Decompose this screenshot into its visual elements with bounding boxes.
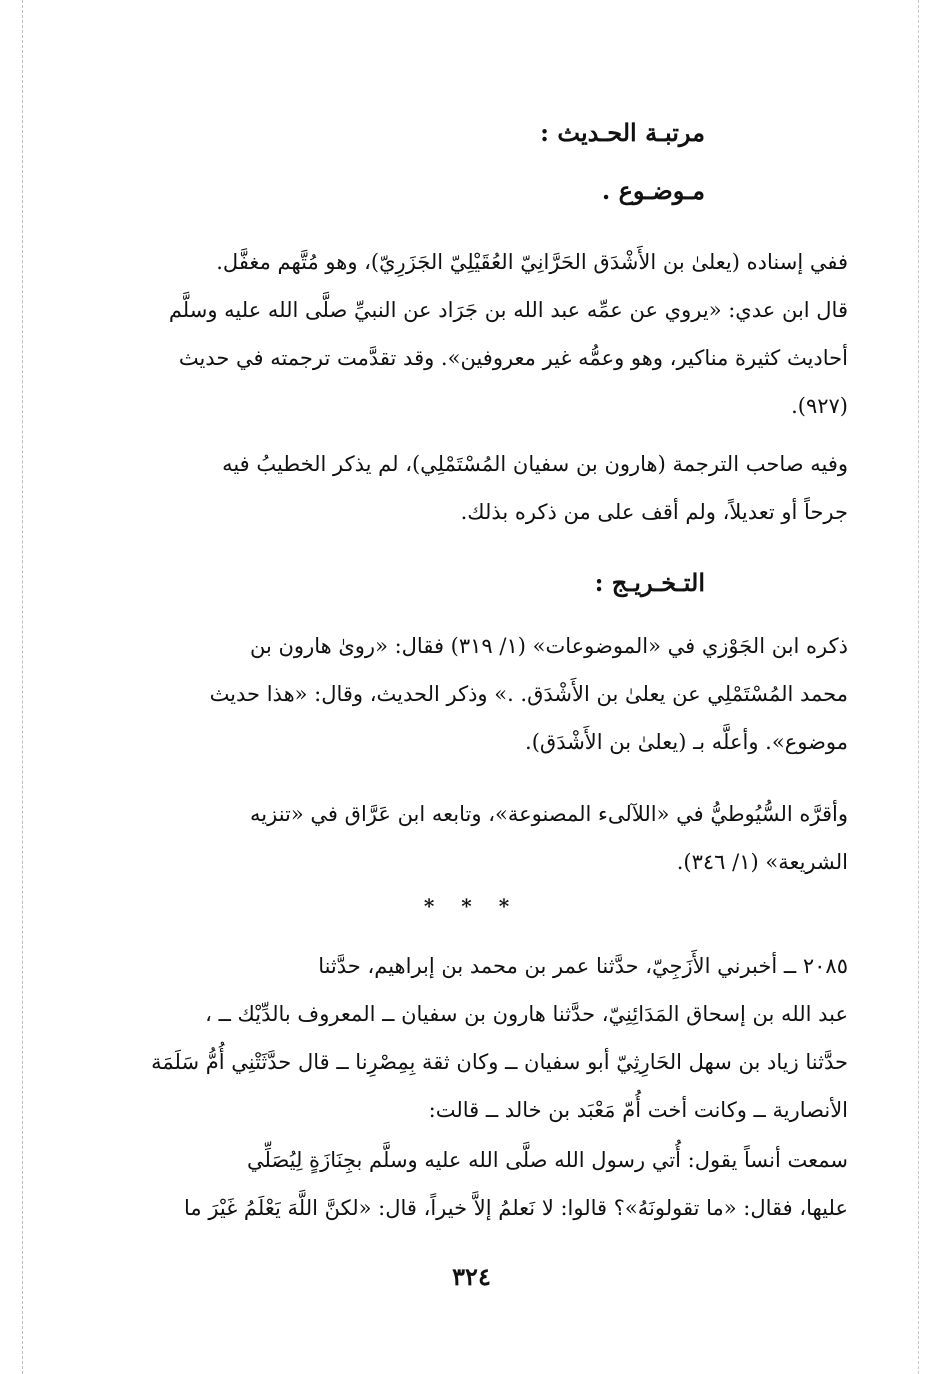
scan-edge-left [22,0,23,1374]
paragraph-suyuti [96,790,848,886]
page-number: ٣٢٤ [452,1262,491,1291]
text-line: عبد الله بن إسحاق المَدَائِنِيّ، حدَّثنا هارون بن سفيان ــ المعروف بالدِّيْك ــ ، [205,1002,848,1026]
text-line: وأقرَّه السُّيُوطيُّ في «اللآلىء المصنوعة»، وتابعه ابن عَرَّاق في «تنزيه [250,802,848,826]
section-separator: * * * [423,894,520,918]
rank-value: مـوضـوع . [601,176,705,205]
text-line: جرحاً أو تعديلاً، ولم أقف على من ذكره بذلك. [460,500,848,524]
paragraph-isnad-critique [96,238,848,430]
text-line: سمعت أنساً يقول: أُتي رسول الله صلَّى الله عليه وسلَّم بجِنَازَةٍ لِيُصَلِّي [246,1148,848,1172]
text-line: ٢٠٨٥ ــ أخبرني الأَزَجِيّ، حدَّثنا عمر بن محمد بن إبراهيم، حدَّثنا [318,954,848,978]
text-line: (٩٢٧). [791,394,848,418]
paragraph-narrator-note [96,440,848,536]
text-line: ذكره ابن الجَوْزي في «الموضوعات» (١/ ٣١٩) فقال: «روىٰ هارون بن [250,634,848,658]
text-line: وفيه صاحب الترجمة (هارون بن سفيان المُسْتَمْلِي)، لم يذكر الخطيبُ فيه [222,452,848,476]
text-line: محمد المُسْتَمْلِي عن يعلىٰ بن الأَشْدَق. .» وذكر الحديث، وقال: «هذا حديث [209,682,848,706]
text-line: حدَّثنا زياد بن سهل الحَارِثِيّ أبو سفيان ــ وكان ثقة بِمِصْرِنا ــ قال حدَّثَتْنِي أُمُّ سَلَمَة [151,1050,848,1074]
text-line: ففي إسناده (يعلىٰ بن الأَشْدَق الحَرَّانِيّ العُقَيْلِيّ الجَزَرِيّ)، وهو مُتَّهم مغفَّل. [216,250,848,274]
paragraph-ibn-jawzi [96,622,848,766]
paragraph-hadith-2085-isnad [96,942,848,1134]
paragraph-hadith-2085-matn [96,1136,848,1232]
text-line: عليها، فقال: «ما تقولونَهُ»؟ قالوا: لا نَعلمُ إلاَّ خيراً، قال: «لكنَّ اللَّهَ يَعْلَمُ غَيْرَ ما [184,1196,848,1220]
text-line: الأنصارية ــ وكانت أخت أُمّ مَعْبَد بن خالد ــ قالت: [428,1098,848,1122]
heading-rank: مرتبـة الحـديث : [540,118,705,147]
scan-edge-right [918,0,919,1374]
text-line: الشريعة» (١/ ٣٤٦). [676,850,848,874]
text-line: موضوع». وأعلَّه بـ (يعلىٰ بن الأَشْدَق). [525,730,848,754]
text-line: قال ابن عدي: «يروي عن عمِّه عبد الله بن جَرَاد عن النبيِّ صلَّى الله عليه وسلَّم [168,298,848,322]
text-line: أحاديث كثيرة مناكير، وهو وعمُّه غير معروفين». وقد تقدَّمت ترجمته في حديث [178,346,848,370]
heading-takhrij: التـخـريـج : [594,568,705,597]
